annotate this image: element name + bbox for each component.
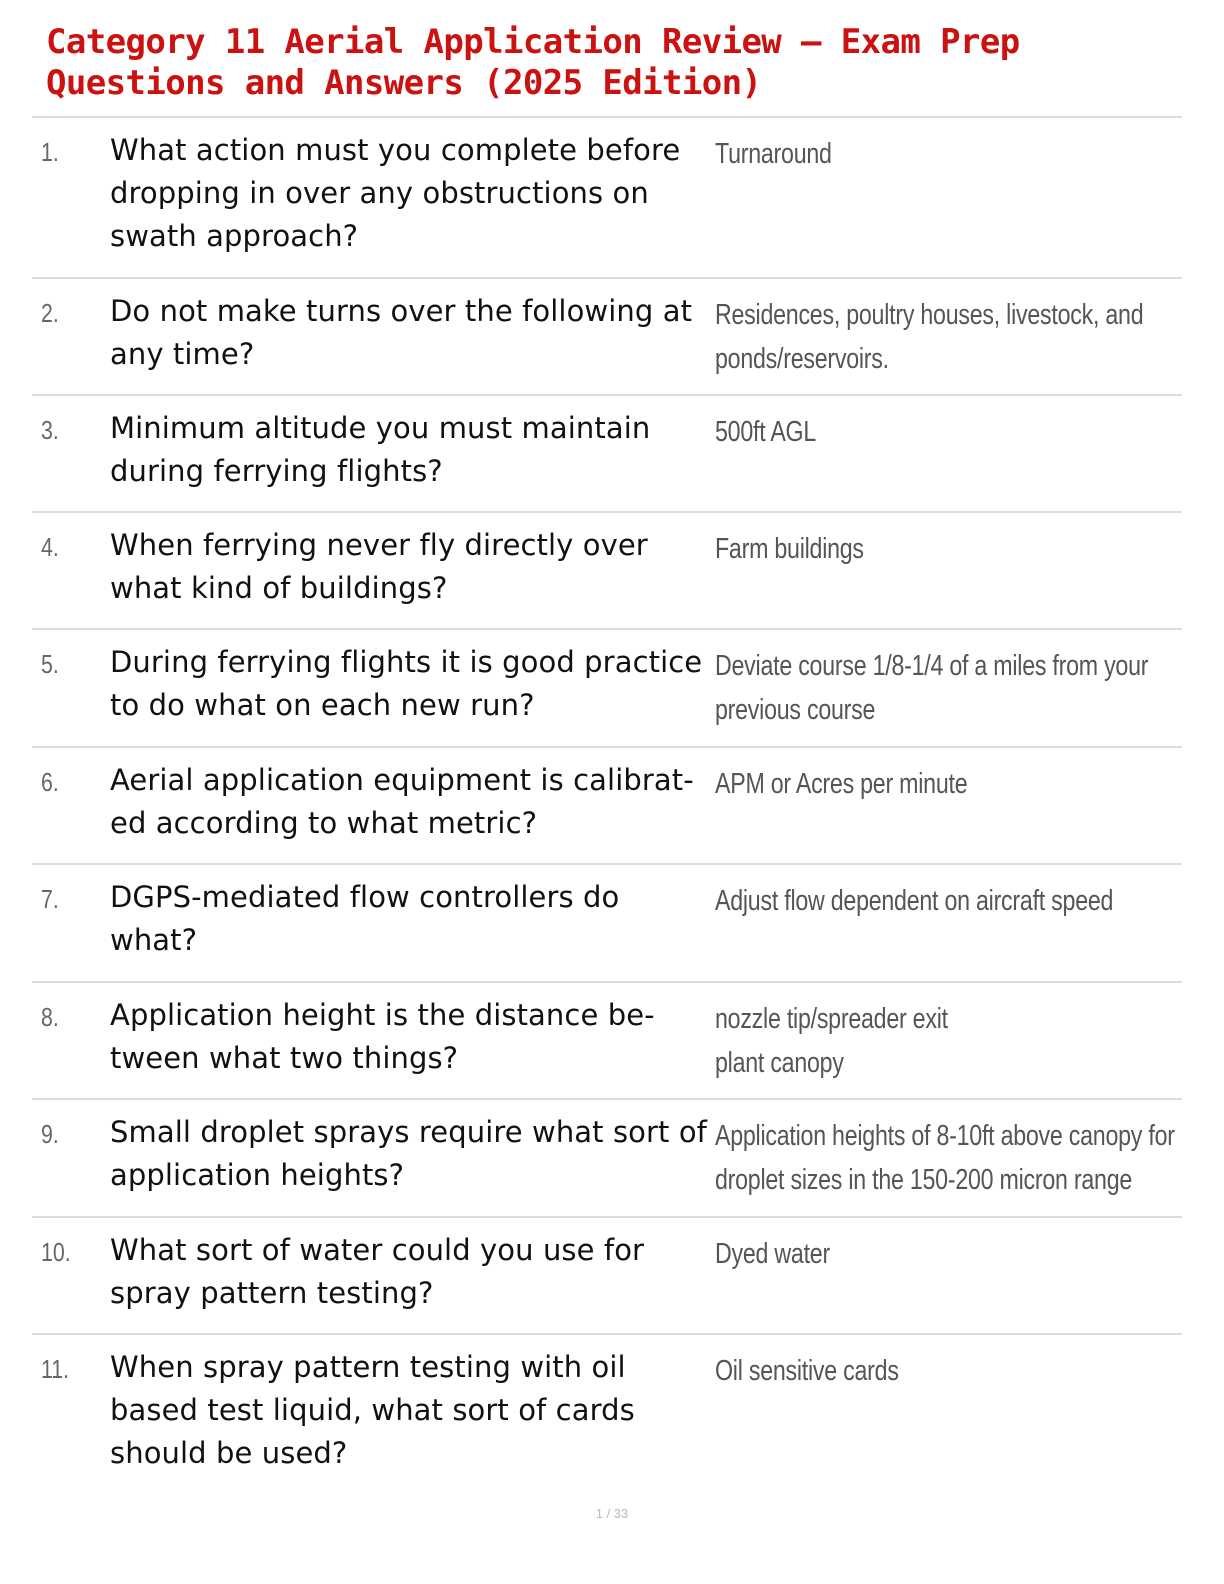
question-text: During ferrying flights it is good practice to do what on each new run? — [110, 645, 703, 722]
question-text: Application height is the distance be- tween what two things? — [110, 998, 655, 1075]
question-row-8 — [32, 983, 1182, 1100]
document-title: Category 11 Aerial Application Review – Exam Prep Questions and Answers (2025 Edition) — [46, 22, 1020, 103]
answer-line: previous course — [715, 694, 876, 726]
question-text: Aerial application equipment is calibrat- ed according to what metric? — [110, 763, 694, 840]
question-row-10 — [32, 1218, 1182, 1335]
question-number: 8. — [41, 1002, 59, 1032]
answer-text — [715, 1114, 1175, 1202]
answer-text — [715, 293, 1171, 381]
question-list — [32, 116, 1182, 1485]
question-text: Small droplet sprays require what sort of application heights? — [110, 1115, 707, 1192]
answer-text — [715, 1232, 1171, 1276]
question-row-5 — [32, 630, 1182, 748]
question-row-4 — [32, 513, 1182, 630]
question-text: Do not make turns over the following at any time? — [110, 294, 693, 371]
question-text: What action must you complete before dropping in over any obstructions on swath approach? — [110, 133, 681, 253]
answer-line: nozzle tip/spreader exit — [715, 1003, 948, 1035]
answer-text — [715, 762, 1171, 806]
question-text: When spray pattern testing with oil based test liquid, what sort of cards should be used? — [110, 1350, 635, 1470]
answer-line: droplet sizes in the 150-200 micron range — [715, 1164, 1133, 1196]
answer-line: Residences, poultry houses, livestock, and — [715, 299, 1144, 331]
answer-text — [715, 132, 1171, 176]
answer-line: Application heights of 8-10ft above canopy for — [715, 1120, 1175, 1152]
answer-text — [715, 879, 1171, 923]
question-number: 9. — [41, 1119, 59, 1149]
question-row-7 — [32, 865, 1182, 983]
question-number: 4. — [41, 532, 59, 562]
answer-line: Farm buildings — [715, 533, 864, 565]
answer-text — [715, 644, 1171, 732]
answer-line: plant canopy — [715, 1047, 844, 1079]
question-row-1 — [32, 118, 1182, 279]
question-row-9 — [32, 1100, 1182, 1218]
page-number: 1 / 33 — [595, 1506, 629, 1521]
question-row-3 — [32, 396, 1182, 513]
answer-line: Dyed water — [715, 1238, 830, 1270]
answer-line: ponds/reservoirs. — [715, 343, 889, 375]
answer-line: APM or Acres per minute — [715, 768, 968, 800]
question-row-6 — [32, 748, 1182, 865]
question-row-11 — [32, 1335, 1182, 1485]
answer-line: Oil sensitive cards — [715, 1355, 899, 1387]
answer-text — [715, 410, 1171, 454]
answer-line: 500ft AGL — [715, 416, 817, 448]
question-number: 1. — [41, 137, 59, 167]
answer-text — [715, 997, 1171, 1085]
question-number: 6. — [41, 767, 59, 797]
question-text: When ferrying never fly directly over what kind of buildings? — [110, 528, 648, 605]
answer-line: Deviate course 1/8-1/4 of a miles from your — [715, 650, 1149, 682]
answer-line: Turnaround — [715, 138, 832, 170]
question-number: 3. — [41, 415, 59, 445]
question-text: DGPS-mediated flow controllers do what? — [110, 880, 620, 957]
question-row-2 — [32, 279, 1182, 396]
question-number: 5. — [41, 649, 59, 679]
question-number: 10. — [41, 1237, 71, 1267]
question-text: What sort of water could you use for spray pattern testing? — [110, 1233, 645, 1310]
answer-text — [715, 527, 1171, 571]
question-text: Minimum altitude you must maintain during ferrying flights? — [110, 411, 651, 488]
question-number: 2. — [41, 298, 59, 328]
question-number: 11. — [41, 1354, 70, 1384]
question-number: 7. — [41, 884, 59, 914]
answer-text — [715, 1349, 1171, 1393]
answer-line: Adjust flow dependent on aircraft speed — [715, 885, 1114, 917]
